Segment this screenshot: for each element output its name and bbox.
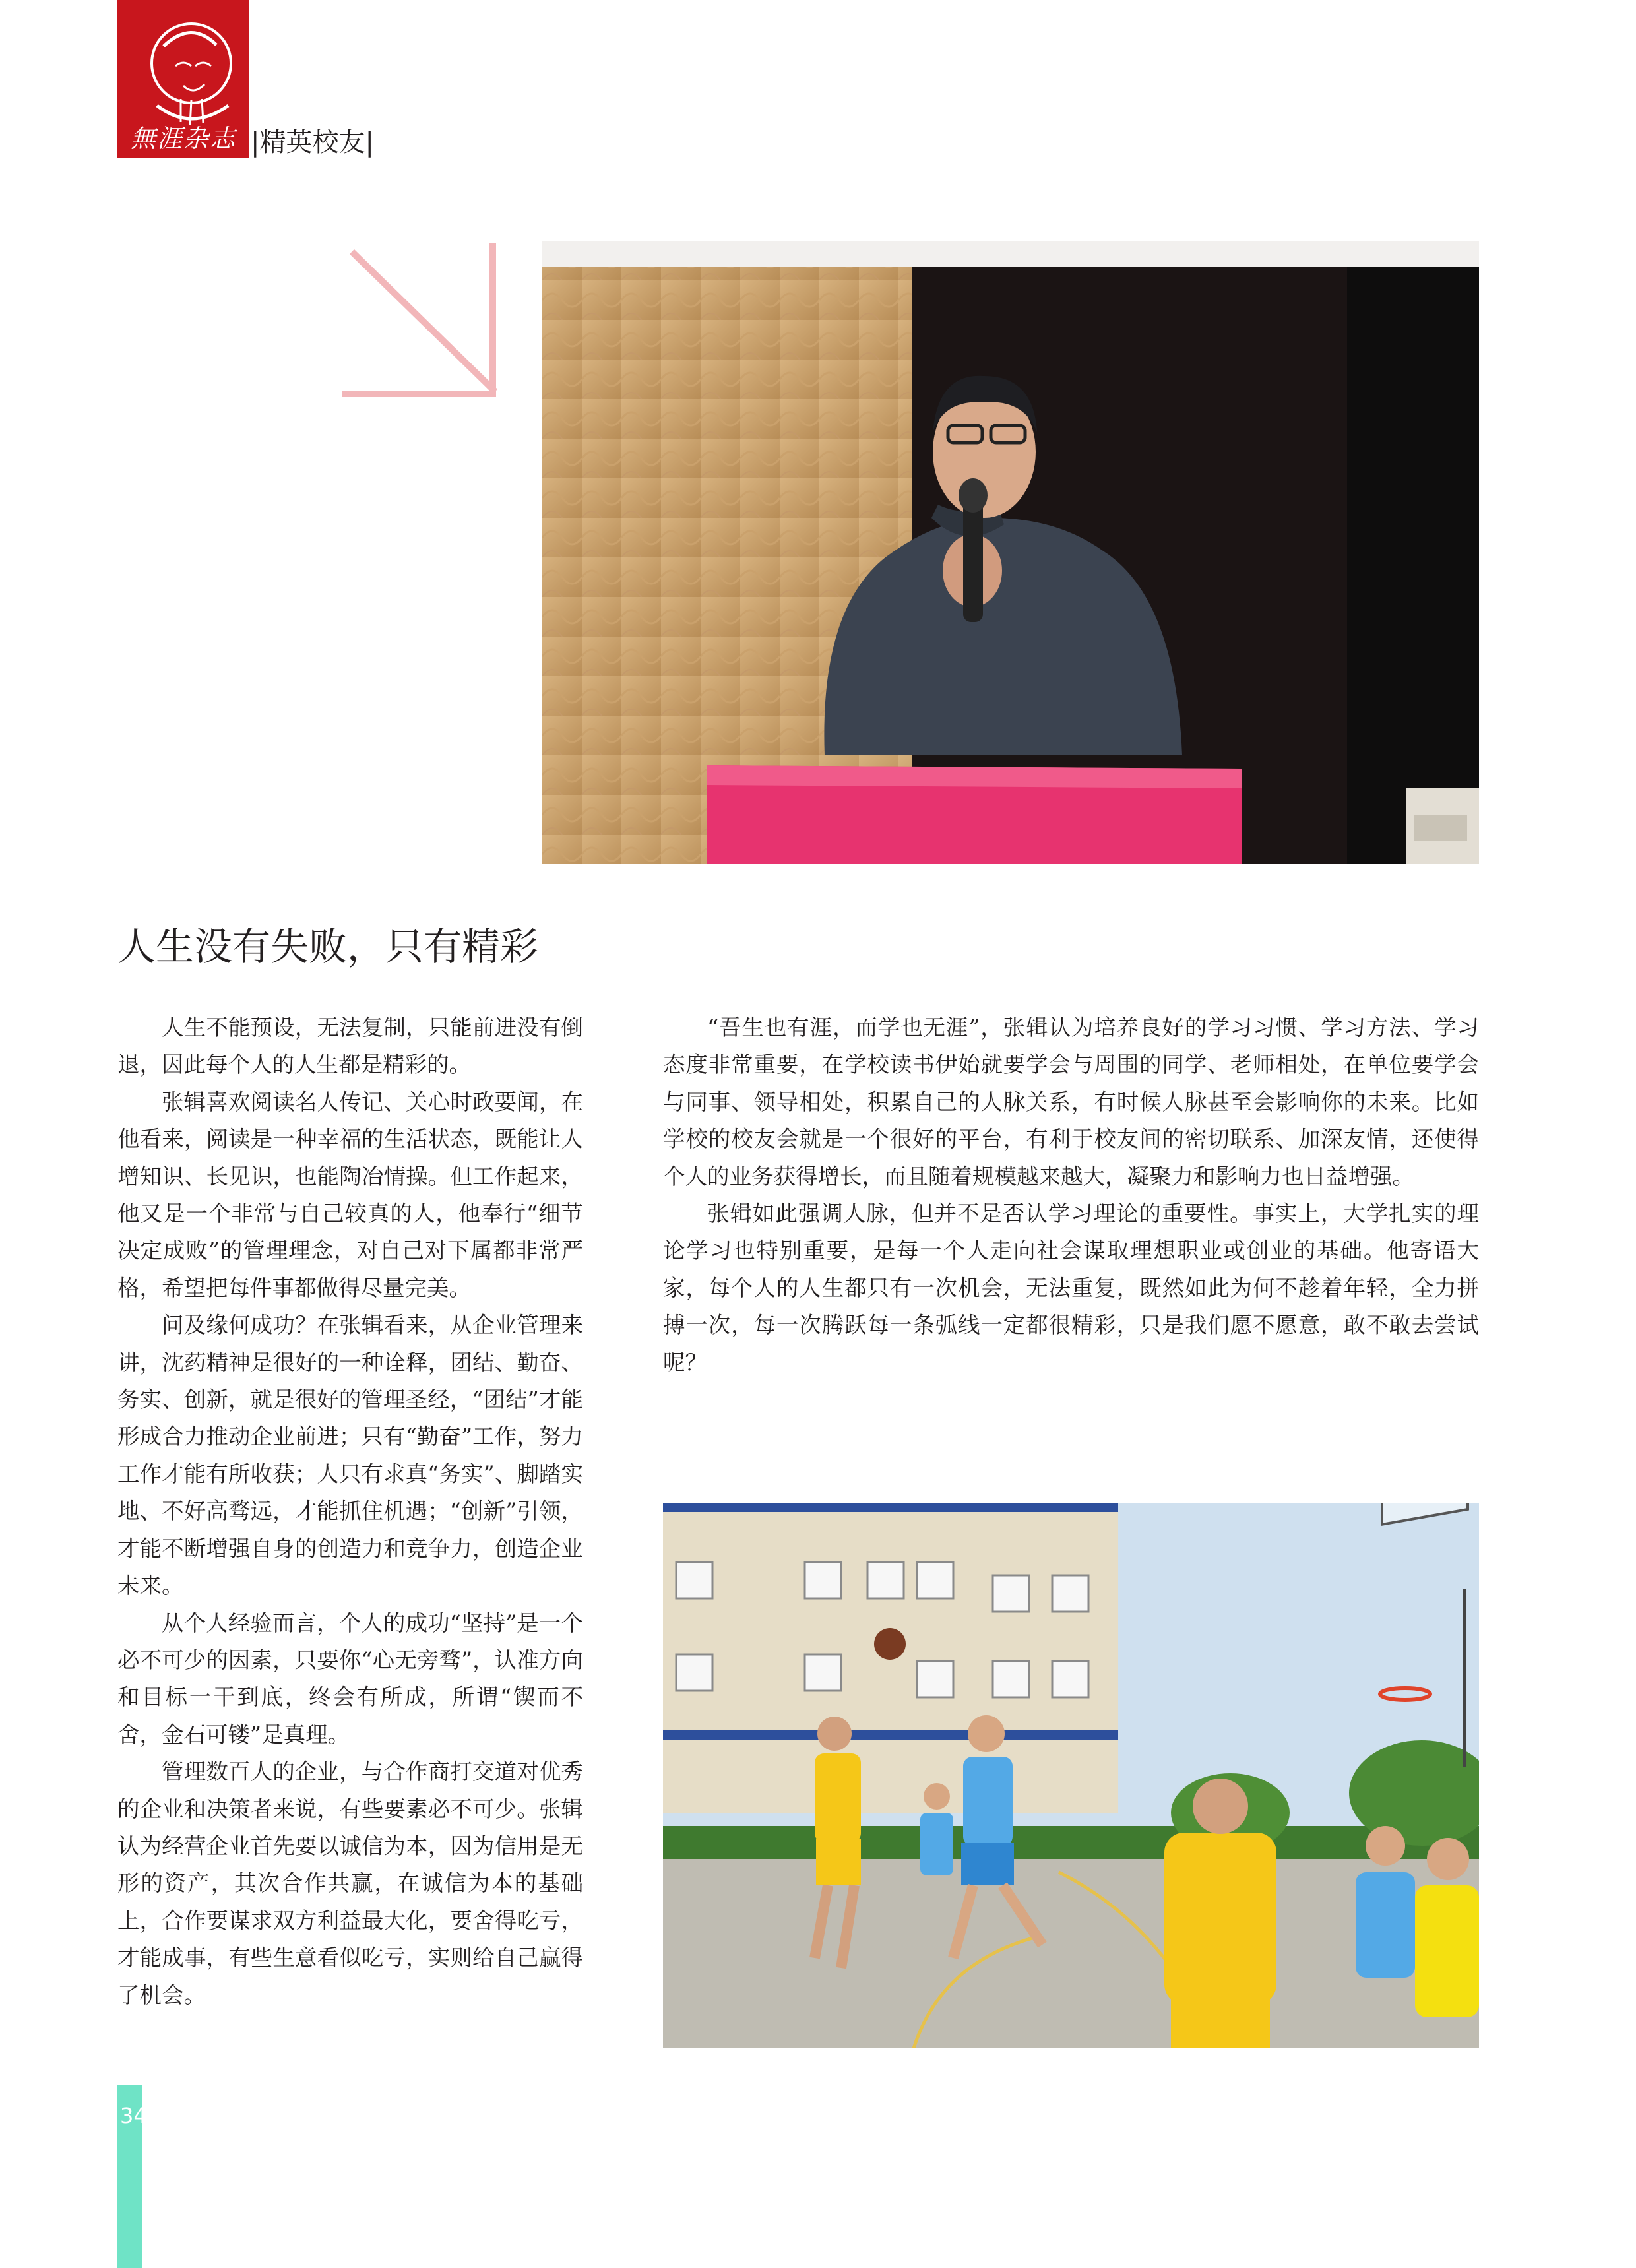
article-column-right — [663, 1009, 1479, 1381]
paragraph: 张辑如此强调人脉，但并不是否认学习理论的重要性。事实上，大学扎实的理论学习也特别重要，是每一个人走向社会谋取理想职业或创业的基础。他寄语大家，每个人的人生都只有一次机会，无法重复，既然如此为何不趁着年轻，全力拼搏一次，每一次腾跃每一条弧线一定都很精彩，只是我们愿不愿意，敢不敢去尝试呢？ — [663, 1201, 1479, 1375]
magazine-name: 無涯杂志 — [130, 124, 236, 153]
section-label: |精英校友| — [251, 127, 374, 158]
article-headline: 人生没有失败，只有精彩 — [117, 924, 539, 969]
paragraph: 张辑喜欢阅读名人传记、关心时政要闻，在他看来，阅读是一种幸福的生活状态，既能让人增知识、长见识，也能陶冶情操。但工作起来，他又是一个非常与自己较真的人，他奉行“细节决定成败”的管理理念，对自己对下属都非常严格，希望把每件事都做得尽量完美。 — [117, 1088, 583, 1301]
portrait-logo-icon — [117, 0, 249, 132]
basketball-photo — [663, 1503, 1479, 2048]
speaker-photo — [542, 241, 1479, 864]
paragraph: “吾生也有涯，而学也无涯”，张辑认为培养良好的学习习惯、学习方法、学习态度非常重要，在学校读书伊始就要学会与周围的同学、老师相处，在单位要学会与同事、领导相处，积累自己的人脉关系，有时候人脉甚至会影响你的未来。比如学校的校友会就是一个很好的平台，有利于校友间的密切联系、加深友情，还使得个人的业务获得增长，而且随着规模越来越大，凝聚力和影响力也日益增强。 — [663, 1015, 1479, 1189]
magazine-logo — [117, 0, 249, 158]
paragraph: 人生不能预设，无法复制，只能前进没有倒退，因此每个人的人生都是精彩的。 — [117, 1015, 583, 1078]
page-number: 34 — [120, 2103, 147, 2128]
paragraph: 从个人经验而言，个人的成功“坚持”是一个必不可少的因素，只要你“心无旁骛”，认准方向和目标一干到底，终会有所成，所谓“锲而不舍，金石可镂”是真理。 — [117, 1610, 583, 1748]
paragraph: 问及缘何成功？在张辑看来，从企业管理来讲，沈药精神是很好的一种诠释，团结、勤奋、务实、创新，就是很好的管理圣经，“团结”才能形成合力推动企业前进；只有“勤奋”工作，努力工作才能有所收获；人只有求真“务实”、脚踏实地、不好高骛远，才能抓住机遇；“创新”引领，才能不断增强自身的创造力和竞争力，创造企业未来。 — [117, 1312, 583, 1599]
paragraph: 管理数百人的企业，与合作商打交道对优秀的企业和决策者来说，有些要素必不可少。张辑认为经营企业首先要以诚信为本，因为信用是无形的资产，其次合作共赢，在诚信为本的基础上，合作要谋求双方利益最大化，要舍得吃亏，才能成事，有些生意看似吃亏，实则给自己赢得了机会。 — [117, 1759, 583, 2008]
arrow-down-right-icon — [340, 241, 505, 399]
article-column-left — [117, 1009, 583, 2014]
